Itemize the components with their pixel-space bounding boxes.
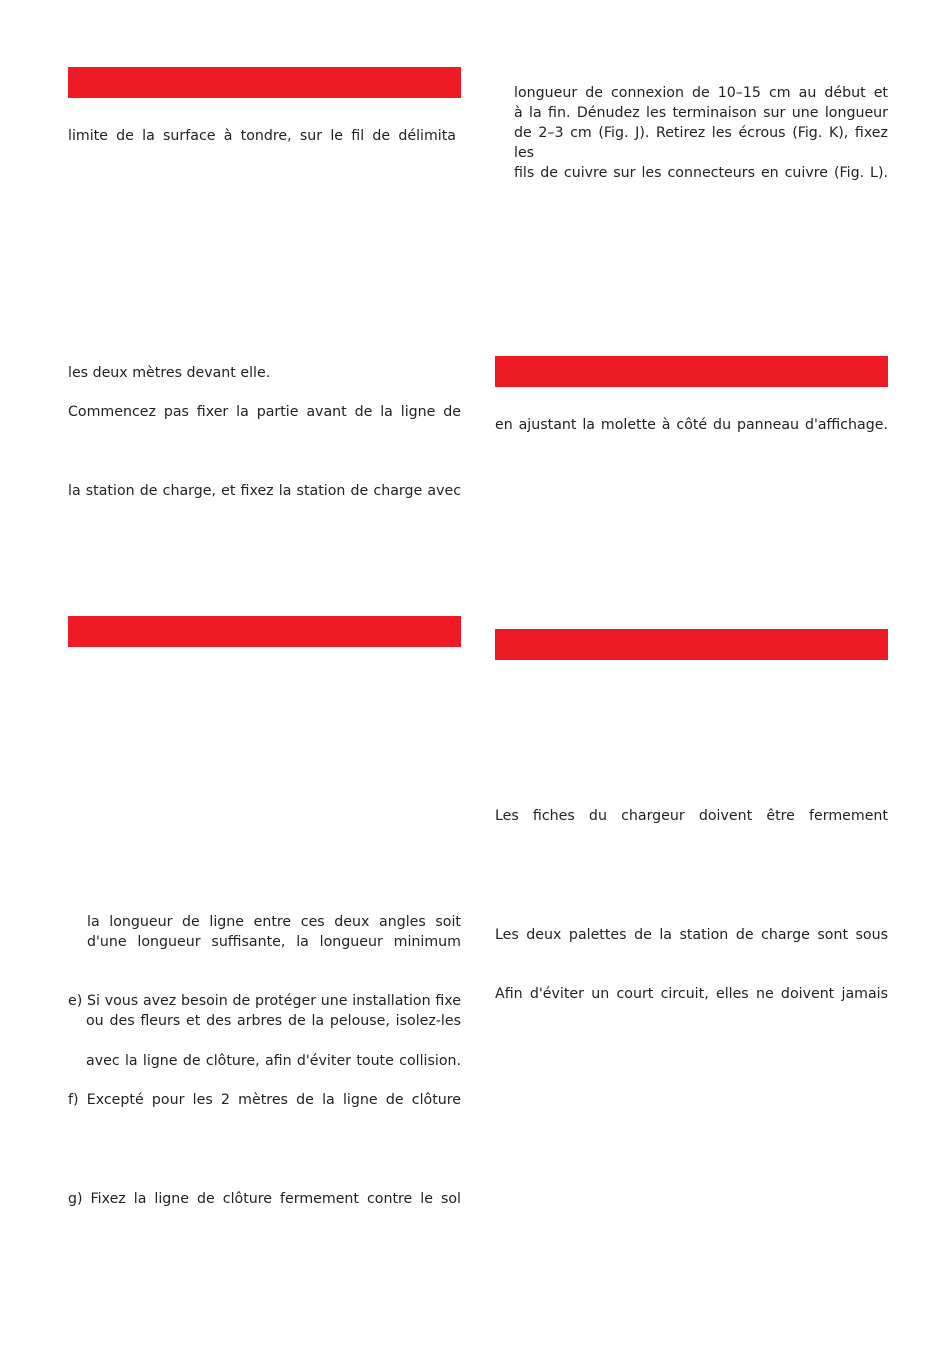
list-item-f: f) Excepté pour les 2 mètres de la ligne de clôture [68,1092,461,1108]
left-paragraph-5 [87,912,461,952]
list-item-e-line-1: e) Si vous avez besoin de protéger une installation fixe [68,993,461,1009]
left-paragraph-5-line-1: la longueur de ligne entre ces deux angles soit [87,914,461,930]
right-paragraph-2: en ajustant la molette à côté du panneau d'affichage. [495,417,888,433]
right-paragraph-1-line-3: de 2–3 cm (Fig. J). Retirez les écrous (Fig. K), fixez les [514,125,888,161]
right-paragraph-1-line-4: fils de cuivre sur les connecteurs en cuivre (Fig. L). [514,165,888,181]
right-paragraph-4: Les deux palettes de la station de charge sont sous [495,927,888,943]
right-paragraph-1-line-2: à la fin. Dénudez les terminaison sur une longueur [514,105,888,121]
right-paragraph-1-line-1: longueur de connexion de 10–15 cm au début et [514,85,888,101]
list-item-e-line-2: ou des fleurs et des arbres de la pelouse, isolez-les [86,1013,461,1029]
left-paragraph-4: la station de charge, et fixez la station de charge avec [68,483,461,499]
left-paragraph-5-line-2: d'une longueur suffisante, la longueur minimum [87,934,461,950]
section-header-bar-3 [68,616,461,647]
section-header-bar-2 [495,356,888,387]
right-paragraph-1 [514,83,888,183]
right-paragraph-3: Les fiches du chargeur doivent être fermement [495,808,888,824]
left-paragraph-1: limite de la surface à tondre, sur le fil de délimita [68,128,456,144]
right-paragraph-5: Afin d'éviter un court circuit, elles ne doivent jamais [495,986,888,1002]
section-header-bar-4 [495,629,888,660]
section-header-bar-1 [68,67,461,98]
list-item-e-line-3: avec la ligne de clôture, afin d'éviter toute collision. [86,1053,461,1069]
left-paragraph-3: Commencez pas fixer la partie avant de la ligne de [68,404,461,420]
left-paragraph-2: les deux mètres devant elle. [68,365,271,381]
list-item-g: g) Fixez la ligne de clôture fermement contre le sol [68,1191,461,1207]
